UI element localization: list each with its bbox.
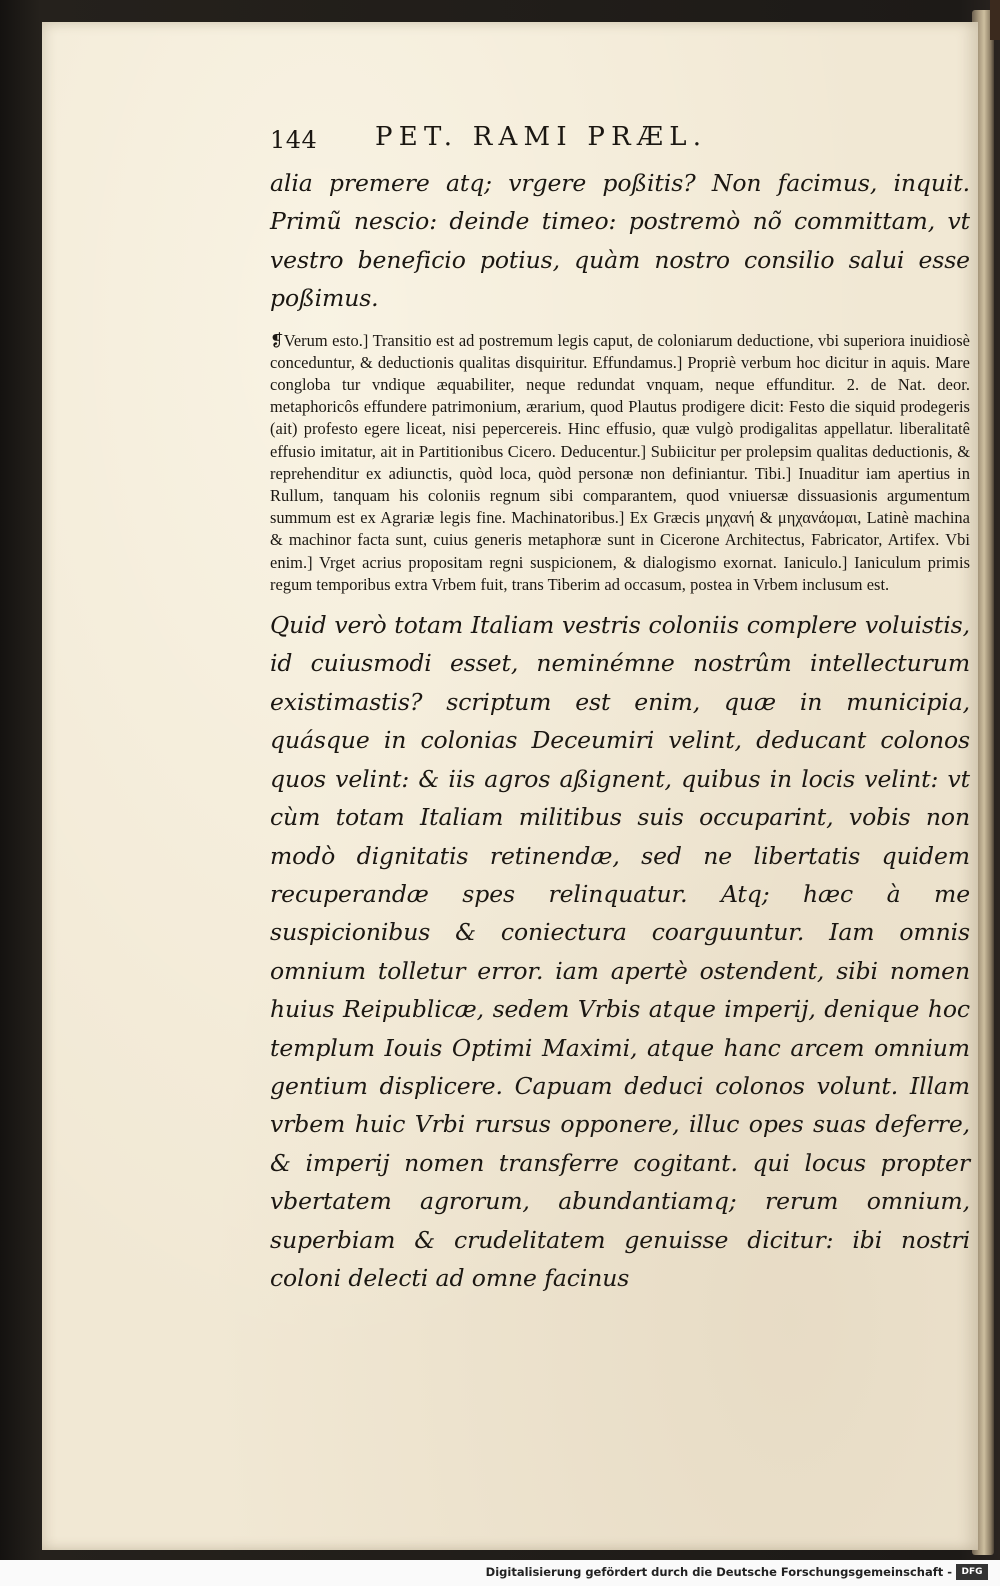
footer-credit: Digitalisierung gefördert durch die Deutsche Forschungsgemeinschaft - [485,1565,952,1579]
dfg-logo-icon: DFG [956,1564,988,1580]
commentary-block: ❡Verum esto.] Transitio est ad postremum legis caput, de coloniarum deductione, vbi superiora inuidiosè conceduntur, & deductionis qualitas disquiritur. Effundamus.] Propriè verbum hoc dicitur in aquis. Mare congloba tur vndique æquabiliter, neque redundat vnquam, neque effunditur. 2. de Nat. deor. metaphoricôs effundere patrimonium, ærarium, quod Plautus prodigere dicit: Festo die siquid prodegeris (ait) profesto egere liceat, nisi pepercereis. Hinc effusio, quæ vulgò prodigalitas appellatur. liberalitatê effusio imitatur, ait in Partitionibus Cicero. Deducentur.] Subiicitur per prolepsim qualitas deductionis, & reprehenditur ex adiunctis, quòd loca, quòd personæ non definiantur. Tibi.] Inuaditur iam apertius in Rullum, tanquam his coloniis regnum sibi comparantem, quod vniuersæ dissuasionis argumentum summum est ex Agrariæ legis fine. Machinatoribus.] Ex Græcis μηχανή & μηχανάομαι, Latinè machina & machinor facta sunt, cuius generis metaphoræ sunt in Cicerone Architectus, Fabricator, Artifex. Vbi enim.] Vrget acrius propositam regni suspicionem, & dialogismo exornat. Ianiculo.] Ianiculum primis regum temporibus extra Vrbem fuit, trans Tiberim ad occasum, postea in Vrbem inclusum est. [270,330,970,594]
footer-bar [0,1560,1000,1586]
running-title: PET. RAMI PRÆL. [375,122,708,152]
page-number: 144 [270,126,318,154]
main-text-body: Quid verò totam Italiam vestris coloniis complere voluistis, id cuiusmodi esset, neminémne nostrûm intellecturum existimastis? scriptum est enim, quæ in municipia, quásque in colonias Deceumiri velint, deducant colonos quos velint: & iis agros aßignent, quibus in locis velint: vt cùm totam Italiam militibus suis occuparint, vobis non modò dignitatis retinendæ, sed ne libertatis quidem recuperandæ spes relinquatur. Atq; hæc à me suspicionibus & coniectura coarguuntur. Iam omnis omnium tolletur error. iam apertè ostendent, sibi nomen huius Reipublicæ, sedem Vrbis atque imperij, denique hoc templum Iouis Optimi Maximi, atque hanc arcem omnium gentium displicere. Capuam deduci colonos volunt. Illam vrbem huic Vrbi rursus opponere, illuc opes suas deferre, & imperij nomen transferre cogitant. qui locus propter vbertatem agrorum, abundantiamq; rerum omnium, superbiam & crudelitatem genuisse dicitur: ibi nostri coloni delecti ad omne facinus [270,611,970,1292]
main-text-top: alia premere atq; vrgere poßitis? Non facimus, inquit. Primũ nescio: deinde timeo: postremò nõ committam, vt vestro beneficio potius, quàm nostro consilio salui esse poßimus. [270,169,970,313]
page-header [270,118,970,162]
book-page [42,22,978,1550]
corner-shadow [990,0,1000,40]
page-content [270,118,970,1528]
